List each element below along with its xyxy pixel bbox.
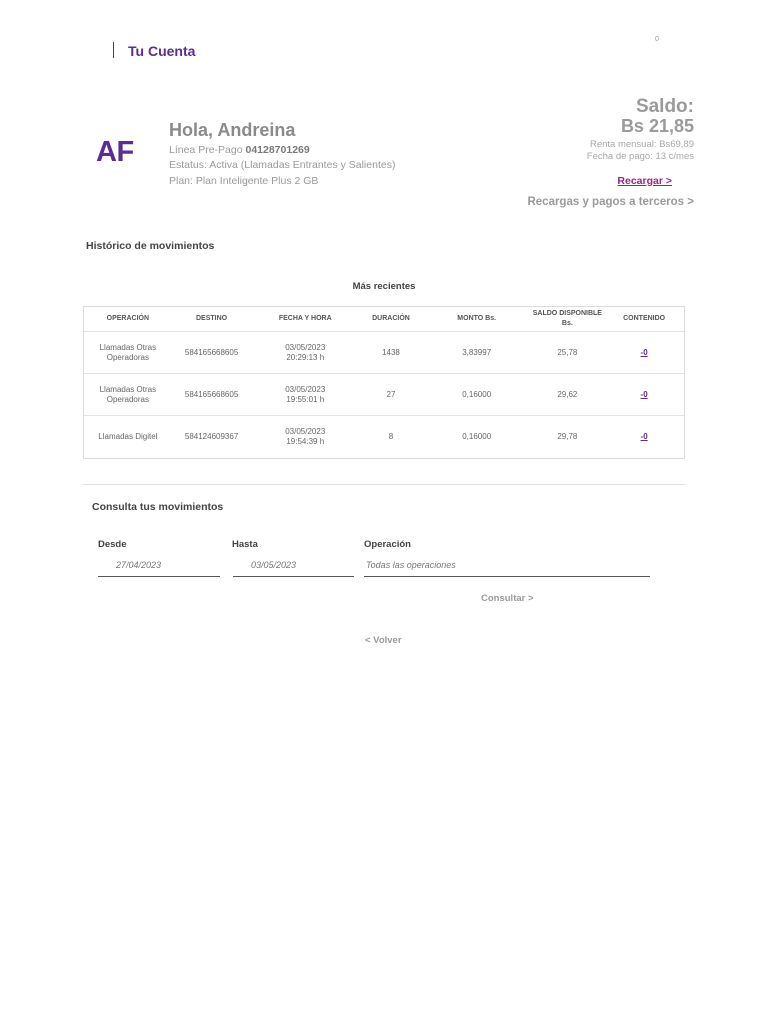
cell-date: 03/05/2023 (285, 342, 326, 352)
cell-operacion: Llamadas Digitel (98, 432, 158, 441)
hasta-label: Hasta (232, 539, 258, 550)
cell-contenido (604, 390, 684, 400)
cell-fecha (251, 427, 359, 447)
cell-duracion: 27 (386, 389, 396, 399)
brand-logo[interactable] (113, 42, 195, 58)
cell-time: 19:55:01 h (286, 394, 325, 404)
corner-mark: 0 (655, 36, 659, 43)
content-link[interactable]: -0 (640, 432, 648, 441)
cell-monto: 0,16000 (462, 432, 492, 441)
table-row (84, 332, 684, 374)
query-title: Consulta tus movimientos (92, 501, 224, 513)
content-link[interactable]: -0 (640, 389, 648, 399)
col-duracion: DURACIÓN (372, 315, 410, 322)
cell-saldo: 25,78 (557, 347, 578, 357)
greeting: Hola, Andreina (169, 120, 296, 140)
table-row (84, 374, 684, 416)
cell-destino: 584165668605 (184, 347, 239, 357)
desde-label: Desde (98, 539, 127, 550)
desde-date-input[interactable]: 27/04/2023 (98, 558, 220, 577)
cell-monto: 0,16000 (462, 389, 492, 399)
consultar-button[interactable]: Consultar > (481, 593, 534, 604)
cell-fecha (251, 343, 359, 363)
history-title: Histórico de movimientos (86, 240, 215, 252)
cell-contenido (604, 348, 684, 358)
recharge-link[interactable]: Recargar > (617, 175, 672, 187)
cell-destino: 584165668605 (184, 389, 239, 399)
operacion-label: Operación (364, 539, 411, 550)
plan-text: Plan: Plan Inteligente Plus 2 GB (169, 175, 319, 187)
table-header (84, 307, 684, 332)
col-destino: DESTINO (196, 315, 228, 322)
balance-value: Bs 21,85 (620, 116, 694, 136)
col-fecha: FECHA Y HORA (278, 315, 332, 322)
line-number: 04128701269 (245, 144, 310, 156)
col-operacion: OPERACIÓN (106, 315, 150, 322)
cell-fecha (251, 385, 359, 405)
table-row (84, 416, 684, 458)
cell-duracion: 8 (388, 432, 394, 441)
col-contenido: CONTENIDO (623, 315, 666, 322)
cell-destino: 584124609367 (184, 432, 239, 441)
cell-duracion: 1438 (382, 347, 400, 357)
volver-link[interactable]: < Volver (365, 635, 402, 646)
col-monto: MONTO Bs. (457, 315, 497, 322)
col-saldo: SALDO DISPONIBLE Bs. (532, 310, 602, 327)
content-link[interactable]: -0 (640, 347, 648, 357)
line-info (169, 144, 310, 156)
status-text: Estatus: Activa (Llamadas Entrantes y Salientes) (169, 159, 396, 171)
cell-contenido (604, 432, 684, 442)
cell-saldo: 29,78 (557, 432, 578, 441)
cell-date: 03/05/2023 (285, 384, 326, 394)
operacion-select[interactable]: Todas las operaciones (364, 558, 650, 577)
cell-date: 03/05/2023 (285, 427, 326, 436)
hasta-date-input[interactable]: 03/05/2023 (233, 558, 354, 577)
third-party-payments-link[interactable]: Recargas y pagos a terceros > (527, 196, 694, 208)
table-caption: Más recientes (352, 281, 416, 292)
avatar-initials: AF (96, 136, 134, 168)
payment-date: Fecha de pago: 13 c/mes (586, 151, 694, 162)
cell-time: 19:54:39 h (286, 437, 325, 446)
cell-operacion: Llamadas Otras Operadoras (99, 384, 157, 404)
cell-saldo: 29,62 (557, 389, 578, 399)
line-label: Línea Pre-Pago (169, 144, 243, 156)
cell-operacion: Llamadas Otras Operadoras (99, 342, 157, 362)
brand-title: Tu Cuenta (128, 43, 196, 59)
cell-monto: 3,83997 (462, 347, 492, 357)
cell-time: 20:29:13 h (286, 352, 325, 362)
section-divider (83, 484, 685, 485)
monthly-rent: Renta mensual: Bs69,89 (589, 139, 694, 150)
movements-table (83, 306, 685, 459)
balance-label: Saldo: (635, 96, 694, 117)
